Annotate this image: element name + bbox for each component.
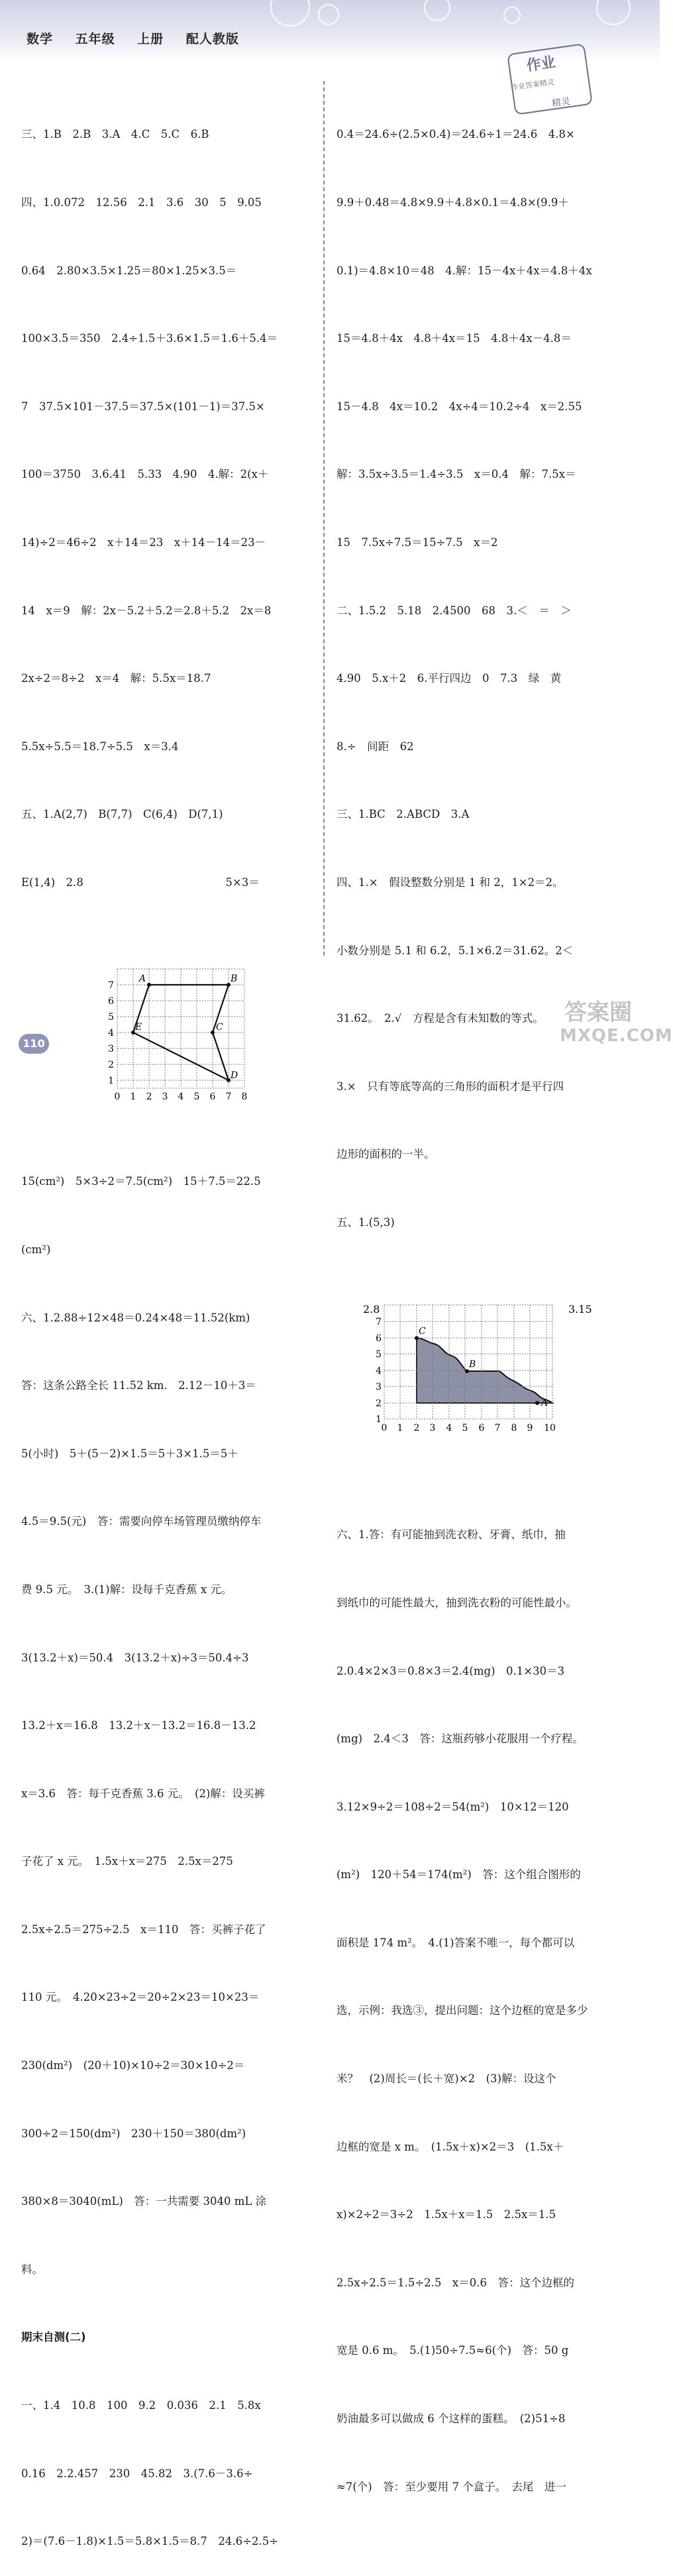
answer-line: 子花了 x 元。 1.5x＋x＝275 2.5x＝275 [21,1855,233,1868]
coordinate-graph-left [21,962,319,1103]
x-tick: 8 [511,1422,517,1433]
answer-line: 0.4＝24.6÷(2.5×0.4)＝24.6÷1＝24.6 4.8× [336,128,575,141]
answer-line: 二、1.5.2 5.18 2.4500 68 3.＜ ＝ ＞ [336,604,572,617]
y-tick: 1 [376,1414,382,1425]
y-tick: 6 [108,995,114,1007]
x-axis-ticks [382,1423,556,1433]
answer-line: 六、1.答：有可能抽到洗衣粉、牙膏、纸巾，抽 [336,1528,566,1541]
answer-line: 15 7.5x÷7.5＝15÷7.5 x＝2 [336,535,498,549]
y-tick: 4 [376,1365,382,1376]
y-tick: 1 [108,1075,114,1086]
label-a: A [139,973,146,984]
graph-answer-label: 3.15 [568,1302,592,1316]
point-a [535,1401,539,1405]
label-c: C [216,1021,223,1033]
answer-line: 4.5＝9.5(元) 答：需要向停车场管理员缴纳停车 [21,1515,262,1528]
answer-line: 3.12×9÷2＝108÷2＝54(m²) 10×12＝120 [336,1800,569,1813]
answer-line: 0.64 2.80×3.5×1.25＝80×1.25×3.5＝ [21,264,237,277]
answer-line: 5(小时) 5＋(5－2)×1.5＝5＋3×1.5＝5＋ [21,1447,238,1460]
page-number: 110 [19,1034,49,1054]
answer-line: 100×3.5＝350 2.4÷1.5＋3.6×1.5＝1.6＋5.4＝ [21,332,278,345]
answer-line: (mg) 2.4＜3 答：这瓶药够小花服用一个疗程。 [336,1732,584,1746]
answer-line: 四、1.× 假设整数分别是 1 和 2，1×2＝2。 [336,875,564,889]
right-column [336,78,635,2521]
answer-line: 到纸巾的可能性最大，抽到洗衣粉的可能性最小。 [336,1596,577,1609]
answer-line: 14 x＝9 解：2x－5.2＋5.2＝2.8＋5.2 2x＝8 [21,604,272,617]
y-axis-ticks [376,1317,382,1425]
stamp-text-1: 作业 [525,54,557,75]
x-tick: 7 [225,1091,232,1102]
header-volume: 上册 [137,32,164,46]
shaded-region [417,1338,552,1403]
label-b: B [469,1359,476,1370]
y-axis-ticks [108,980,114,1086]
answer-line: 8.÷ 间距 62 [336,740,414,753]
stamp-text-2: 作业答案精灵 [510,78,555,93]
x-tick: 1 [130,1091,136,1102]
answer-line: 4.90 5.x＋2 6.平行四边 0 7.3 绿 黄 [336,672,562,685]
stamp-text-3: 精灵 [551,96,572,109]
answer-line: 3(13.2＋x)＝50.4 3(13.2＋x)÷3＝50.4÷3 [21,1651,249,1664]
coordinate-graph-right [336,1302,635,1456]
answer-line: 15＝4.8＋4x 4.8＋4x＝15 4.8＋4x－4.8＝ [336,332,572,345]
watermark-logo: 答案圈 [564,999,632,1026]
decor-bubble [596,0,631,25]
answer-line: 230(dm²) (20＋10)×10÷2＝30×10÷2＝ [21,2059,245,2072]
answer-line: 0.16 2.2.457 230 45.82 3.(7.6－3.6÷ [21,2467,253,2480]
answer-line: 15(cm²) 5×3÷2＝7.5(cm²) 15＋7.5＝22.5 [21,1175,261,1188]
answer-line: 米？ (2)周长＝(长＋宽)×2 (3)解：设这个 [336,2072,556,2086]
answer-line: (cm²) [21,1243,51,1256]
label-e: E [135,1021,142,1033]
point-labels [134,974,238,1081]
answer-line: 三、1.B 2.B 3.A 4.C 5.C 6.B [21,128,209,141]
y-tick: 6 [376,1333,382,1344]
answer-line: 0.1)＝4.8×10＝48 4.解：15－4x＋4x＝4.8＋4x [336,264,592,277]
answer-line: 五、1.A(2,7) B(7,7) C(6,4) D(7,1) [21,808,223,821]
answer-line: 9.9＋0.48＝4.8×9.9＋4.8×0.1＝4.8×(9.9＋ [336,196,569,209]
answer-line: 380×8＝3040(mL) 答：一共需要 3040 mL 涂 [21,2195,267,2208]
x-tick: 2 [413,1422,420,1433]
label-a: A [541,1397,548,1408]
answer-line: 14)÷2＝46÷2 x＋14＝23 x＋14－14＝23－ [21,535,266,549]
x-tick: 0 [114,1091,121,1102]
answer-line: 面积是 174 m²。 4.(1)答案不唯一，每个都可以 [336,1936,575,1949]
answer-line: 奶油最多可以做成 6 个这样的蛋糕。 (2)51÷8 [336,2412,566,2426]
answer-line: 答：这条公路全长 11.52 km. 2.12－10＋3＝ [21,1379,256,1392]
answer-line: 31.62。 2.√ 方程是含有未知数的等式。 [336,1012,544,1025]
answer-line: 小数分别是 5.1 和 6.2，5.1×6.2＝31.62。2＜ [336,944,574,957]
answer-line: 边形的面积的一半。 [336,1148,435,1161]
x-tick: 3 [162,1091,168,1102]
answer-line: ≈7(个) 答：至少要用 7 个盒子。 去尾 进一 [336,2480,566,2493]
x-tick: 9 [527,1422,533,1433]
x-axis-ticks [115,1092,248,1102]
answer-line: 110 元。 4.20×23÷2＝20÷2×23＝10×23＝ [21,1991,260,2004]
x-tick: 6 [478,1422,485,1433]
x-tick: 7 [494,1422,501,1433]
x-tick: 4 [178,1091,184,1102]
y-tick: 7 [108,980,114,991]
answer-line: 四、1.0.072 12.56 2.1 3.6 30 5 9.05 [21,196,262,209]
answer-line: 费 9.5 元。 3.(1)解：设每千克香蕉 x 元。 [21,1583,233,1596]
answer-line: 2x÷2＝8÷2 x＝4 解：5.5x＝18.7 [21,672,211,685]
decor-bubble [318,4,339,25]
answer-line: 13.2＋x＝16.8 13.2＋x－13.2＝16.8－13.2 [21,1719,256,1732]
answer-line: 料。 [21,2263,43,2276]
y-tick: 3 [376,1381,382,1392]
answer-line: 300÷2＝150(dm²) 230＋150＝380(dm²) [21,2127,246,2140]
x-tick: 3 [429,1422,436,1433]
answer-line: 2.0.4×2×3＝0.8×3＝2.4(mg) 0.1×30＝3 [336,1664,565,1677]
answer-line: 2)＝(7.6－1.8)×1.5＝5.8×1.5＝8.7 24.6÷2.5÷ [21,2535,279,2548]
answer-line: 五、1.(5,3) [336,1215,395,1229]
answer-line: 一、1.4 10.8 100 9.2 0.036 2.1 5.8x [21,2399,261,2412]
decor-bubble [270,0,310,27]
answer-line: 解：3.5x÷3.5＝1.4÷3.5 x＝0.4 解：7.5x＝ [336,468,576,481]
answer-line: 选，示例：我选③，提出问题：这个边框的宽是多少 [336,2004,588,2017]
y-tick: 4 [108,1027,114,1038]
answer-line: 宽是 0.6 m。 5.(1)50÷7.5≈6(个) 答：50 g [336,2344,569,2357]
answer-line: 100＝3750 3.6.41 5.33 4.90 4.解：2(x＋ [21,468,269,481]
watermark-url: MXQE.COM [560,1026,673,1046]
answer-line: 六、1.2.88÷12×48＝0.24×48＝11.52(km) [21,1311,250,1324]
section-title: 期末自测(二) [21,2331,86,2344]
answer-line: 2.5x÷2.5＝1.5÷2.5 x＝0.6 答：这个边框的 [336,2276,574,2289]
answer-line: 7 37.5×101－37.5＝37.5×(101－1)＝37.5× [21,400,265,413]
answer-line: x＝3.6 答：每千克香蕉 3.6 元。 (2)解：设买裤 [21,1787,265,1800]
y-tick: 2 [108,1059,114,1070]
answer-line: 3.× 只有等底等高的三角形的面积才是平行四 [336,1080,564,1093]
y-tick: 5 [108,1011,114,1023]
x-tick: 8 [241,1091,248,1102]
header-edition: 配人教版 [185,32,239,46]
x-tick: 6 [209,1091,216,1102]
answer-line: 三、1.BC 2.ABCD 3.A [336,808,470,821]
y-tick: 5 [376,1349,382,1360]
x-tick: 0 [381,1422,388,1433]
answer-line: E(1,4) 2.8 5×3＝ [21,875,260,889]
y-tick: 7 [376,1316,382,1327]
x-tick: 5 [462,1422,468,1433]
answer-line: 边框的宽是 x m。 (1.5x＋x)×2＝3 (1.5x＋ [336,2140,564,2153]
point-a [147,983,151,987]
label-d: D [231,1070,238,1081]
x-tick: 5 [193,1091,200,1102]
column-divider [323,81,325,956]
point-c [211,1031,215,1035]
answer-line: x)×2÷2＝3÷2 1.5x＋x＝1.5 2.5x＝1.5 [336,2208,556,2221]
answer-line: 5.5x÷5.5＝18.7÷5.5 x＝3.4 [21,740,179,753]
header-grade: 五年级 [75,32,115,46]
x-tick: 1 [397,1422,403,1433]
header-subject: 数学 [26,32,54,46]
answer-line: (m²) 120＋54＝174(m²) 答：这个组合图形的 [336,1868,581,1881]
x-tick: 2 [146,1091,152,1102]
answer-line: 2.5x÷2.5＝275÷2.5 x＝110 答：买裤子花了 [21,1923,266,1936]
x-tick: 4 [446,1422,452,1433]
y-tick: 3 [108,1043,114,1054]
decor-bubble [503,7,521,24]
graph-question-label: 2.8 [363,1302,380,1316]
left-column [21,78,319,2576]
x-tick: 10 [544,1422,556,1433]
answer-line: 15－4.8 4x＝10.2 4x÷4＝10.2÷4 x＝2.55 [336,400,582,413]
decor-bubble [424,0,450,21]
y-tick: 2 [376,1398,382,1409]
label-b: B [231,973,238,984]
label-c: C [419,1325,426,1337]
page-header [26,29,256,47]
